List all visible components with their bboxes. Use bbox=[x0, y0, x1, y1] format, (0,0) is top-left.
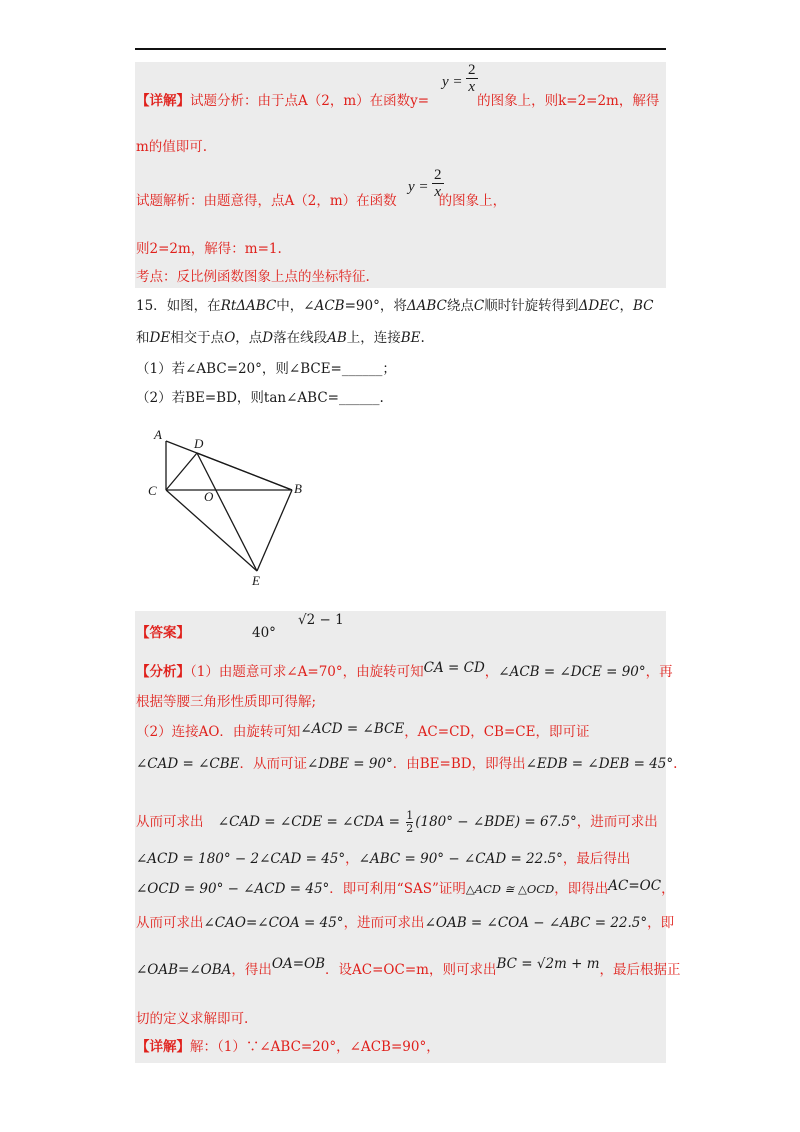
analysis-line-5: 从而可求出 ∠CAD = ∠CDE = ∠CDA = $\frac{1}{2}$ (180° − ∠BDE) = 67.5°，进而可求出 bbox=[136, 809, 658, 835]
analysis-line-8: 从而可求出∠CAO=∠COA = 45°，进而可求出∠OAB = ∠COA − ∠ABC = 22.5°，即 bbox=[136, 915, 675, 931]
analysis-line-9: ∠OAB=∠OBA，得出OA=OB．设AC=OC=m，则可求出BC = √2m + m，最后根据正 bbox=[136, 956, 681, 978]
function-y-label-2: y = bbox=[408, 179, 429, 195]
explanation-line-2: m的值即可. bbox=[136, 139, 208, 155]
function-y-label: y = bbox=[442, 74, 463, 90]
function-fraction: $\frac{2}{x}$ bbox=[468, 62, 476, 95]
explanation-line-3: 试题解析：由题意得，点A（2，m）在函数 的图象上， bbox=[136, 193, 507, 209]
label-B: B bbox=[294, 481, 302, 496]
label-C: C bbox=[148, 483, 157, 498]
analysis-line-3: （2）连接AO．由旋转可知∠ACD = ∠BCE，AC=CD，CB=CE，即可证 bbox=[136, 721, 590, 740]
label-D: D bbox=[194, 436, 204, 451]
label-E: E bbox=[252, 573, 260, 588]
header-rule bbox=[135, 48, 666, 50]
analysis-line-6: ∠ACD = 180° − 2∠CAD = 45°，∠ABC = 90° − ∠CAD = 22.5°，最后得出 bbox=[136, 851, 631, 867]
analysis-line-4: ∠CAD = ∠CBE．从而可证∠DBE = 90°．由BE=BD，即得出∠EDB = ∠DEB = 45°. bbox=[136, 756, 678, 772]
analysis-line-11: 【详解】解：（1）∵∠ABC=20°，∠ACB=90°， bbox=[136, 1039, 440, 1055]
label-A: A bbox=[154, 427, 162, 442]
question-line-1: 15．如图，在RtΔABC中，∠ACB=90°，将ΔABC绕点C顺时针旋转得到ΔDEC，BC bbox=[136, 298, 654, 314]
label-O: O bbox=[204, 489, 214, 504]
explanation-line-1: 【详解】试题分析：由于点A（2，m）在函数y= 的图象上，则k=2=2m，解得 bbox=[136, 93, 660, 109]
question-part-1: （1）若∠ABC=20°，则∠BCE=______； bbox=[136, 361, 396, 377]
analysis-line-7: ∠OCD = 90° − ∠ACD = 45°．即可利用“SAS”证明△ACD ≅ △OCD，即得出AC=OC， bbox=[136, 878, 675, 897]
answer-line bbox=[136, 624, 190, 642]
answer-value-2: √2 − 1 bbox=[298, 612, 344, 628]
analysis-line-1: 【分析】（1）由题意可求∠A=70°，由旋转可知CA = CD，∠ACB = ∠DCE = 90°，再 bbox=[136, 660, 673, 680]
question-part-2: （2）若BE=BD，则tan∠ABC=______. bbox=[136, 390, 384, 406]
question-line-2: 和DE相交于点O，点D落在线段AB上，连接BE. bbox=[136, 330, 425, 346]
analysis-line-2: 根据等腰三角形性质即可得解; bbox=[136, 694, 317, 710]
explanation-line-5: 考点：反比例函数图象上点的坐标特征. bbox=[136, 269, 370, 285]
explanation-line-4: 则2=2m，解得：m=1. bbox=[136, 241, 282, 257]
analysis-line-10: 切的定义求解即可. bbox=[136, 1011, 249, 1027]
geometry-figure bbox=[145, 425, 325, 595]
answer-tag: 【答案】 bbox=[136, 625, 190, 641]
function-fraction-2: $\frac{2}{x}$ bbox=[434, 167, 442, 200]
answer-value-1: 40° bbox=[252, 625, 276, 641]
